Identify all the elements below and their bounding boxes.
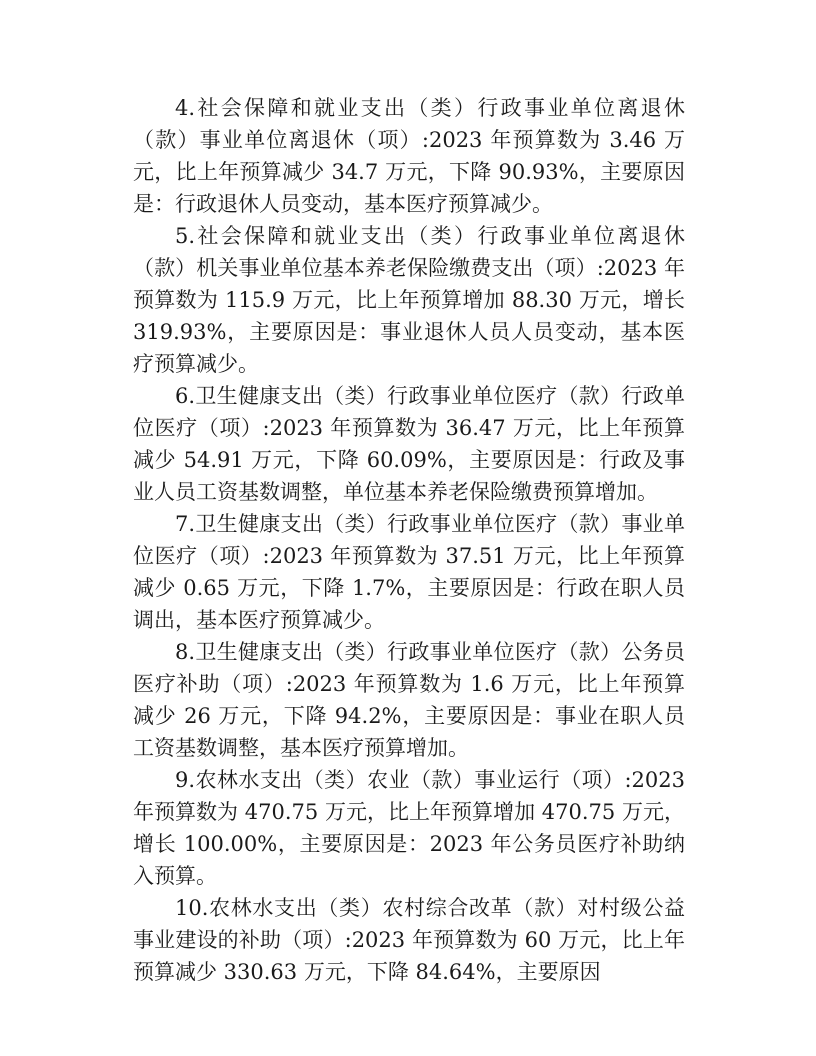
paragraph-item-5: 5.社会保障和就业支出（类）行政事业单位离退休（款）机关事业单位基本养老保险缴费支出（项）:2023 年预算数为 115.9 万元，比上年预算增加 88.30 万元，增长 319.93%，主要原因是：事业退休人员人员变动，基本医疗预算减少。 bbox=[133, 224, 685, 376]
paragraph-item-7: 7.卫生健康支出（类）行政事业单位医疗（款）事业单位医疗（项）:2023 年预算数为 37.51 万元，比上年预算减少 0.65 万元，下降 1.7%，主要原因是：行政在职人员调出，基本医疗预算减少。 bbox=[133, 512, 685, 632]
paragraph-item-4: 4.社会保障和就业支出（类）行政事业单位离退休（款）事业单位离退休（项）:2023 年预算数为 3.46 万元，比上年预算减少 34.7 万元，下降 90.93%，主要原因是：行政退休人员变动，基本医疗预算减少。 bbox=[133, 96, 685, 216]
paragraph-item-6: 6.卫生健康支出（类）行政事业单位医疗（款）行政单位医疗（项）:2023 年预算数为 36.47 万元，比上年预算减少 54.91 万元，下降 60.09%，主要原因是：行政及事业人员工资基数调整，单位基本养老保险缴费预算增加。 bbox=[133, 384, 685, 504]
paragraph-item-9: 9.农林水支出（类）农业（款）事业运行（项）:2023 年预算数为 470.75 万元，比上年预算增加 470.75 万元，增长 100.00%，主要原因是：2023 年公务员医疗补助纳入预算。 bbox=[133, 768, 685, 888]
paragraph-item-10: 10.农林水支出（类）农村综合改革（款）对村级公益事业建设的补助（项）:2023 年预算数为 60 万元，比上年预算减少 330.63 万元，下降 84.64%，主要原因 bbox=[133, 896, 685, 984]
paragraph-item-8: 8.卫生健康支出（类）行政事业单位医疗（款）公务员医疗补助（项）:2023 年预算数为 1.6 万元，比上年预算减少 26 万元，下降 94.2%，主要原因是：事业在职人员工资基数调整，基本医疗预算增加。 bbox=[133, 640, 685, 760]
document-body bbox=[133, 92, 685, 988]
